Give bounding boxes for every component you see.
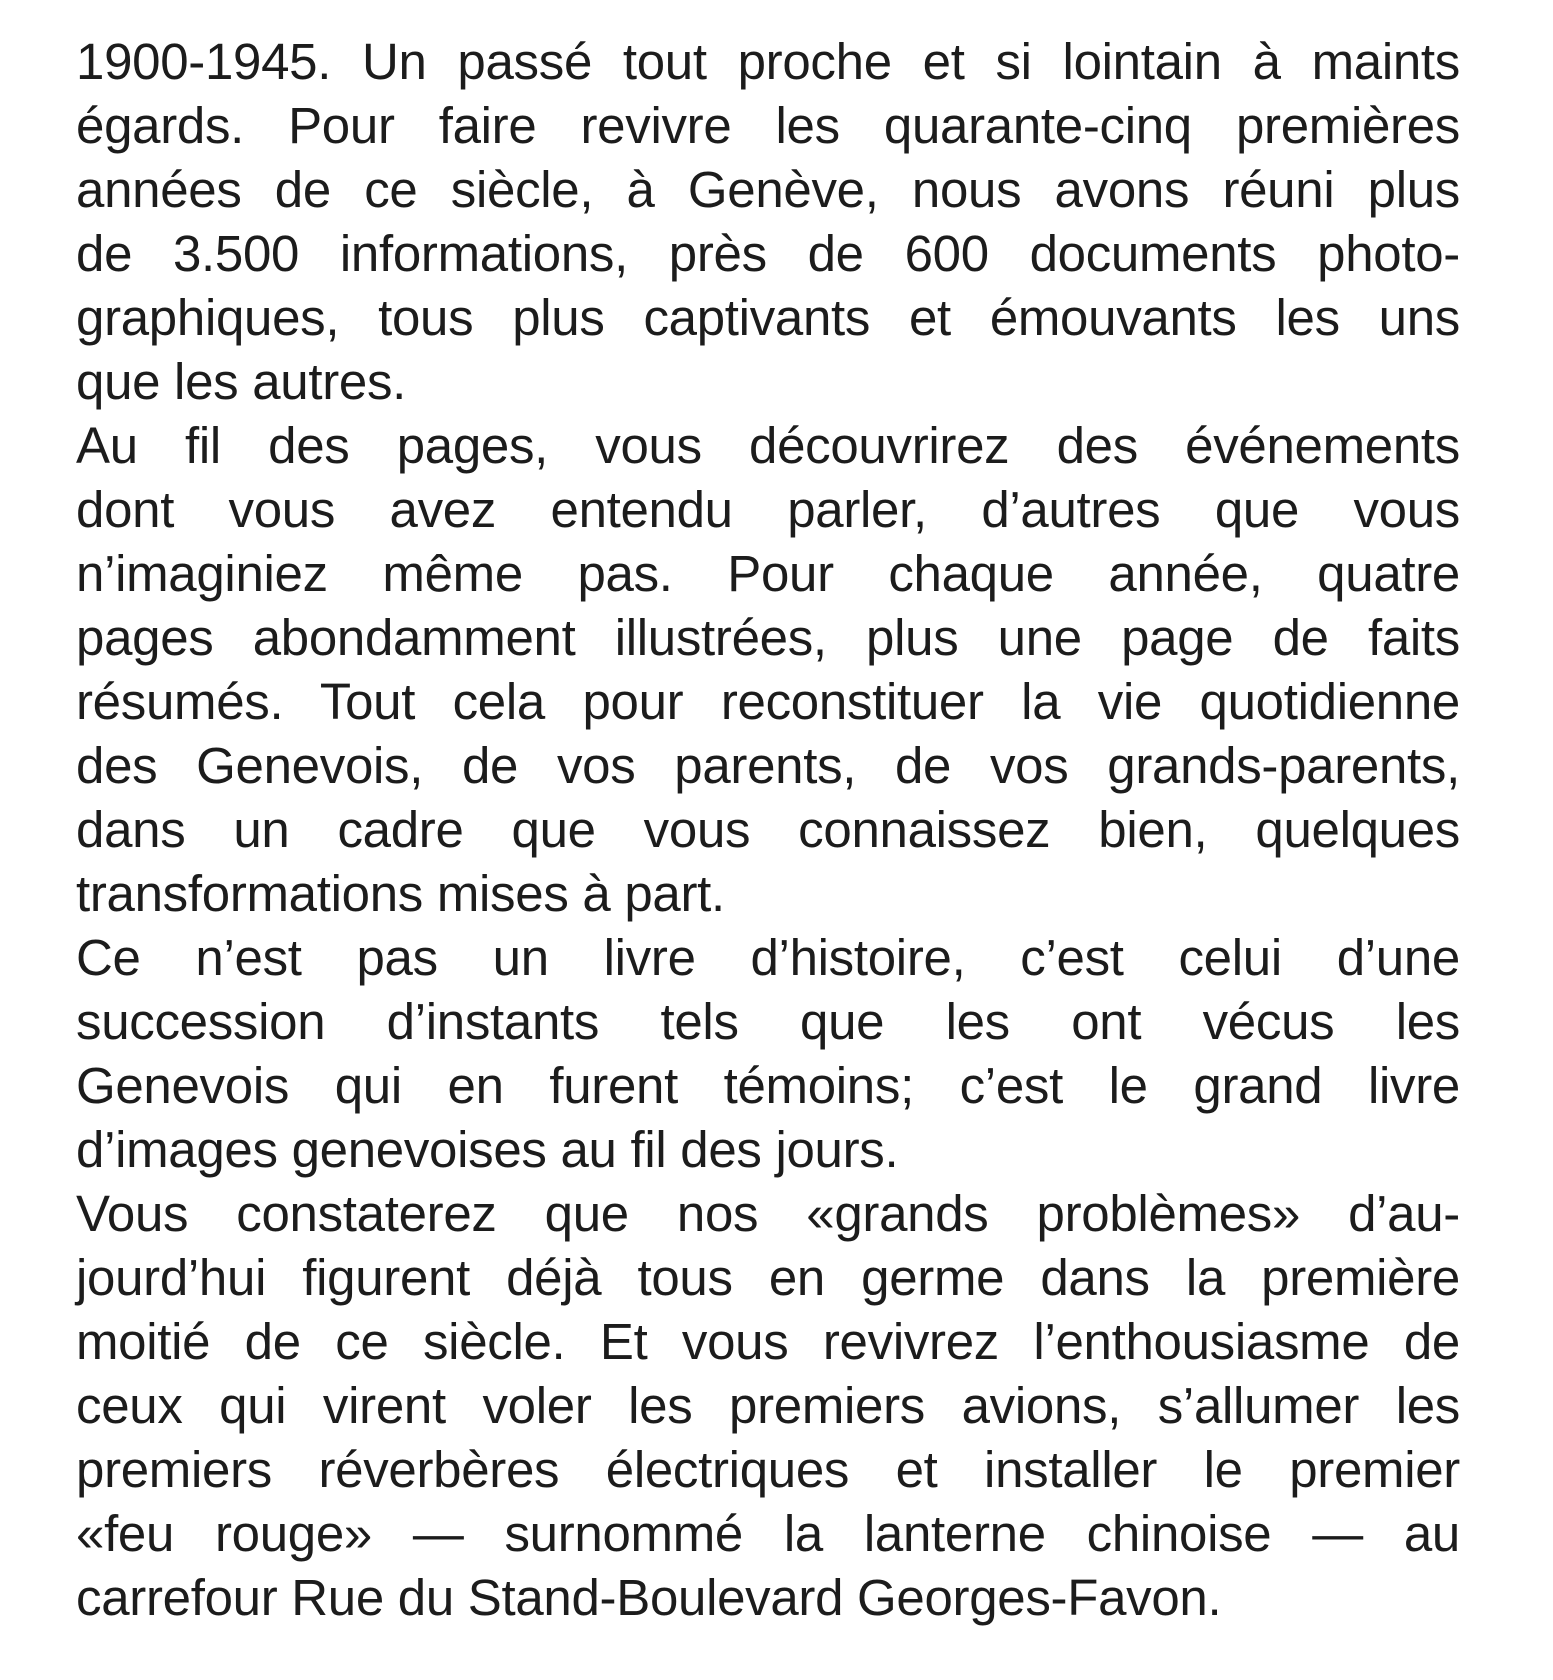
paragraph-3 [76, 926, 1460, 1182]
text-line: 1900-1945. Un passé tout proche et si lointain à maints [76, 33, 1460, 90]
body-text [76, 30, 1460, 1630]
text-line: graphiques, tous plus captivants et émouvants les uns [76, 289, 1460, 346]
text-line: résumés. Tout cela pour reconstituer la vie quotidienne [76, 673, 1460, 730]
text-line: moitié de ce siècle. Et vous revivrez l’enthousiasme de [76, 1313, 1460, 1370]
text-line: années de ce siècle, à Genève, nous avons réuni plus [76, 161, 1460, 218]
text-line: jourd’hui figurent déjà tous en germe dans la première [76, 1249, 1460, 1306]
text-line: Vous constaterez que nos «grands problèmes» d’au- [76, 1185, 1460, 1242]
text-line: d’images genevoises au fil des jours. [76, 1121, 899, 1178]
paragraph-2 [76, 414, 1460, 926]
text-line: Genevois qui en furent témoins; c’est le grand livre [76, 1057, 1460, 1114]
text-line: Au fil des pages, vous découvrirez des événements [76, 417, 1460, 474]
text-line: ceux qui virent voler les premiers avions, s’allumer les [76, 1377, 1460, 1434]
text-line: pages abondamment illustrées, plus une page de faits [76, 609, 1460, 666]
text-line: «feu rouge» — surnommé la lanterne chinoise — au [76, 1505, 1460, 1562]
text-line: transformations mises à part. [76, 865, 725, 922]
text-line: que les autres. [76, 353, 407, 410]
text-line: égards. Pour faire revivre les quarante-cinq premières [76, 97, 1460, 154]
text-line: succession d’instants tels que les ont vécus les [76, 993, 1460, 1050]
text-line: n’imaginiez même pas. Pour chaque année, quatre [76, 545, 1460, 602]
text-line: de 3.500 informations, près de 600 documents photo- [76, 225, 1460, 282]
text-line: premiers réverbères électriques et installer le premier [76, 1441, 1460, 1498]
text-line: dans un cadre que vous connaissez bien, quelques [76, 801, 1460, 858]
text-line: carrefour Rue du Stand-Boulevard Georges-Favon. [76, 1569, 1222, 1626]
text-line: Ce n’est pas un livre d’histoire, c’est celui d’une [76, 929, 1460, 986]
text-line: dont vous avez entendu parler, d’autres que vous [76, 481, 1460, 538]
paragraph-1 [76, 30, 1460, 414]
text-line: des Genevois, de vos parents, de vos grands-parents, [76, 737, 1460, 794]
paragraph-4 [76, 1182, 1460, 1630]
